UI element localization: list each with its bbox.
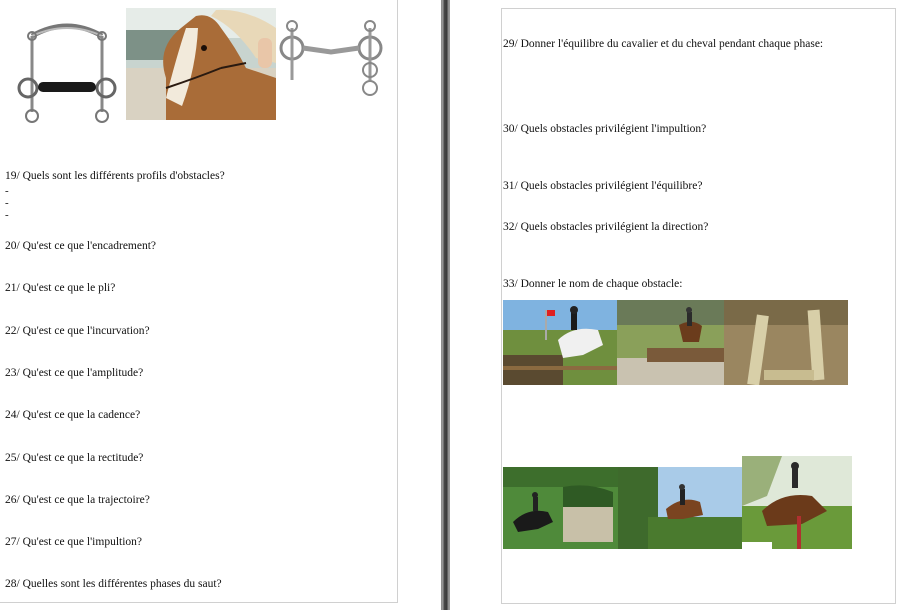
left-page bbox=[0, 0, 398, 603]
question-20: 20/ Qu'est ce que l'encadrement? bbox=[5, 240, 157, 252]
question-29: 29/ Donner l'équilibre du cavalier et du cheval pendant chaque phase: bbox=[503, 38, 824, 50]
question-23: 23/ Qu'est ce que l'amplitude? bbox=[5, 367, 144, 379]
obstacle-photo-4 bbox=[503, 467, 618, 549]
question-31: 31/ Quels obstacles privilégient l'équilibre? bbox=[503, 180, 703, 192]
question-30: 30/ Quels obstacles privilégient l'impultion? bbox=[503, 123, 707, 135]
horse-bridle-photo bbox=[126, 8, 276, 120]
question-24: 24/ Qu'est ce que la cadence? bbox=[5, 409, 141, 421]
bit-image-snaffle bbox=[276, 20, 386, 112]
obstacle-photo-2 bbox=[617, 300, 724, 385]
obstacle-photo-5 bbox=[618, 467, 742, 549]
obstacle-photo-1 bbox=[503, 300, 617, 385]
question-27: 27/ Qu'est ce que l'impultion? bbox=[5, 536, 143, 548]
question-25: 25/ Qu'est ce que la rectitude? bbox=[5, 452, 144, 464]
obstacle-photo-6 bbox=[742, 456, 852, 549]
question-19: 19/ Quels sont les différents profils d'obstacles? bbox=[5, 170, 225, 182]
page-divider bbox=[441, 0, 450, 610]
right-page bbox=[501, 8, 896, 604]
question-32: 32/ Quels obstacles privilégient la direction? bbox=[503, 221, 709, 233]
obstacle-photo-3 bbox=[724, 300, 848, 385]
bit-image-pelham bbox=[10, 12, 124, 130]
answer-dash: - bbox=[5, 185, 9, 197]
answer-dash: - bbox=[5, 209, 9, 221]
question-22: 22/ Qu'est ce que l'incurvation? bbox=[5, 325, 150, 337]
answer-dash: - bbox=[5, 197, 9, 209]
question-33: 33/ Donner le nom de chaque obstacle: bbox=[503, 278, 683, 290]
question-21: 21/ Qu'est ce que le pli? bbox=[5, 282, 116, 294]
question-28: 28/ Quelles sont les différentes phases du saut? bbox=[5, 578, 222, 590]
question-26: 26/ Qu'est ce que la trajectoire? bbox=[5, 494, 150, 506]
